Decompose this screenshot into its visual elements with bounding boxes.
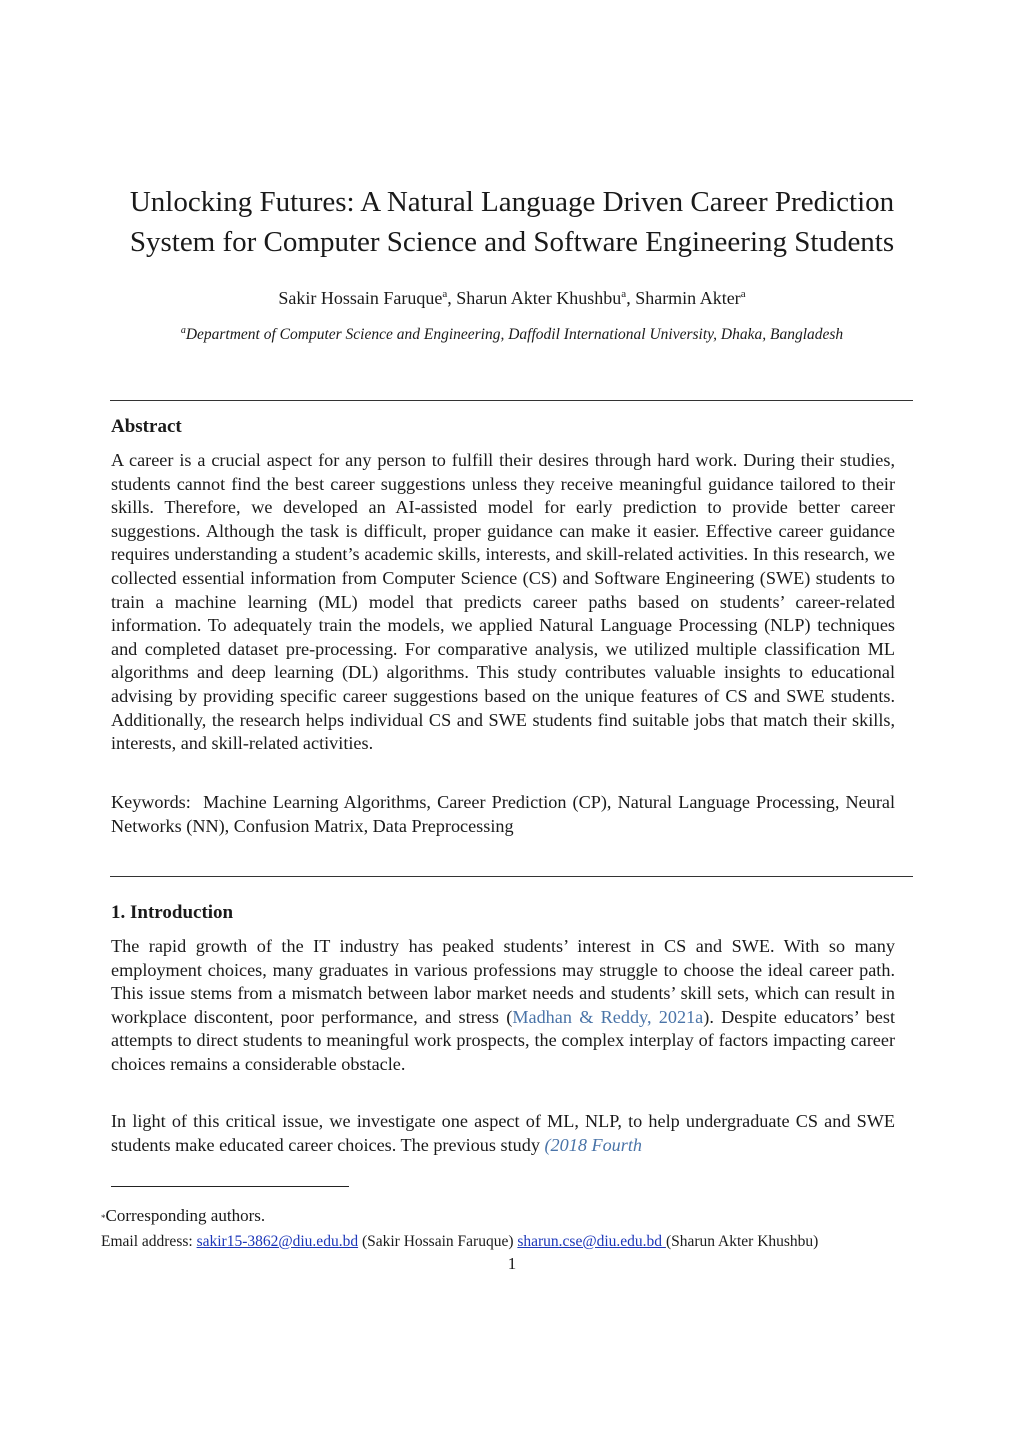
footnote-emails (101, 1231, 818, 1253)
paper-title (100, 182, 924, 262)
intro-p1-text: The rapid growth of the IT industry has peaked students’ interest in CS and SWE. With so many employment choices, many graduates in various professions may struggle to choose the ideal career path. This issue stems from a mismatch between labor market needs and students’ skill sets, which can result in workplace discontent, poor performance, and stress ( (111, 936, 895, 1027)
affiliation (60, 320, 964, 346)
page-number: 1 (507, 1254, 517, 1273)
email-link-khushbu[interactable]: sharun.cse@diu.edu.bd (517, 1233, 666, 1250)
author-separator: , (626, 288, 636, 308)
author-separator: , (447, 288, 457, 308)
author-name: Sakir Hossain Faruque (278, 288, 443, 308)
section-divider (110, 876, 913, 877)
email-label: Email address: (101, 1233, 197, 1250)
affiliation-text: Department of Computer Science and Engineering, Daffodil International University, Dhaka, Bangladesh (185, 326, 844, 344)
footnote-divider (111, 1186, 349, 1187)
title-line-1: Unlocking Futures: A Natural Language Driven Career Prediction (129, 186, 895, 218)
footnote-mark: * (101, 1213, 106, 1223)
email-owner: (Sakir Hossain Faruque) (358, 1233, 518, 1250)
author-name: Sharun Akter Khushbu (456, 288, 622, 308)
intro-p2-text: In light of this critical issue, we investigate one aspect of ML, NLP, to help undergraduate CS and SWE students make educated career choices. The previous study (111, 1111, 895, 1155)
email-link-faruque[interactable]: sakir15-3862@diu.edu.bd (196, 1233, 359, 1250)
author-affil-mark: a (740, 288, 746, 300)
introduction-heading: 1. Introduction (111, 902, 234, 923)
author-name: Sharmin Akter (635, 288, 741, 308)
keywords-list: Machine Learning Algorithms, Career Prediction (CP), Natural Language Processing, Neural Networks (NN), Confusion Matrix, Data Preprocessing (111, 792, 896, 836)
email-owner: (Sharun Akter Khushbu) (665, 1233, 819, 1250)
intro-paragraph-2 (111, 1110, 895, 1157)
section-divider (110, 400, 913, 401)
intro-paragraph-1 (111, 935, 895, 1077)
abstract-heading: Abstract (111, 416, 182, 437)
author-list (100, 282, 924, 310)
citation-link[interactable]: (2018 Fourth (544, 1134, 642, 1155)
author-affil-mark: a (621, 288, 627, 300)
affiliation-mark: a (180, 325, 186, 336)
keywords-label: Keywords: (111, 792, 191, 812)
intro-p1-text-cont: ). Despite educators’ best attempts to direct students to meaningful work prospects, the complex interplay of factors impacting career choices remains a considerable obstacle. (111, 1006, 895, 1074)
author-affil-mark: a (442, 288, 448, 300)
title-line-2: System for Computer Science and Software Engineering Students (129, 226, 895, 258)
citation-link[interactable]: Madhan & Reddy, 2021a (512, 1006, 704, 1027)
footnote-corresponding (101, 1205, 265, 1227)
abstract-text: A career is a crucial aspect for any person to fulfill their desires through hard work. During their studies, students cannot find the best career suggestions unless they receive meaningful guidance tailored to their skills. Therefore, we developed an AI-assisted model for early prediction to provide better career suggestions. Although the task is difficult, proper guidance can make it easier. Effective career guidance requires understanding a student’s academic skills, interests, and skill-related activities. In this research, we collected essential information from Computer Science (CS) and Software Engineering (SWE) students to train a machine learning (ML) model that predicts career paths based on students’ career-related information. To adequately train the models, we applied Natural Language Processing (NLP) techniques and completed dataset pre-processing. For comparative analysis, we utilized multiple classification ML algorithms and deep learning (DL) algorithms. This study contributes valuable insights to educational advising by providing specific career suggestions based on the unique features of CS and SWE students. Additionally, the research helps individual CS and SWE students find suitable jobs that match their skills, interests, and skill-related activities. (111, 450, 895, 754)
keywords (111, 791, 895, 838)
footnote-text: Corresponding authors. (105, 1206, 266, 1225)
